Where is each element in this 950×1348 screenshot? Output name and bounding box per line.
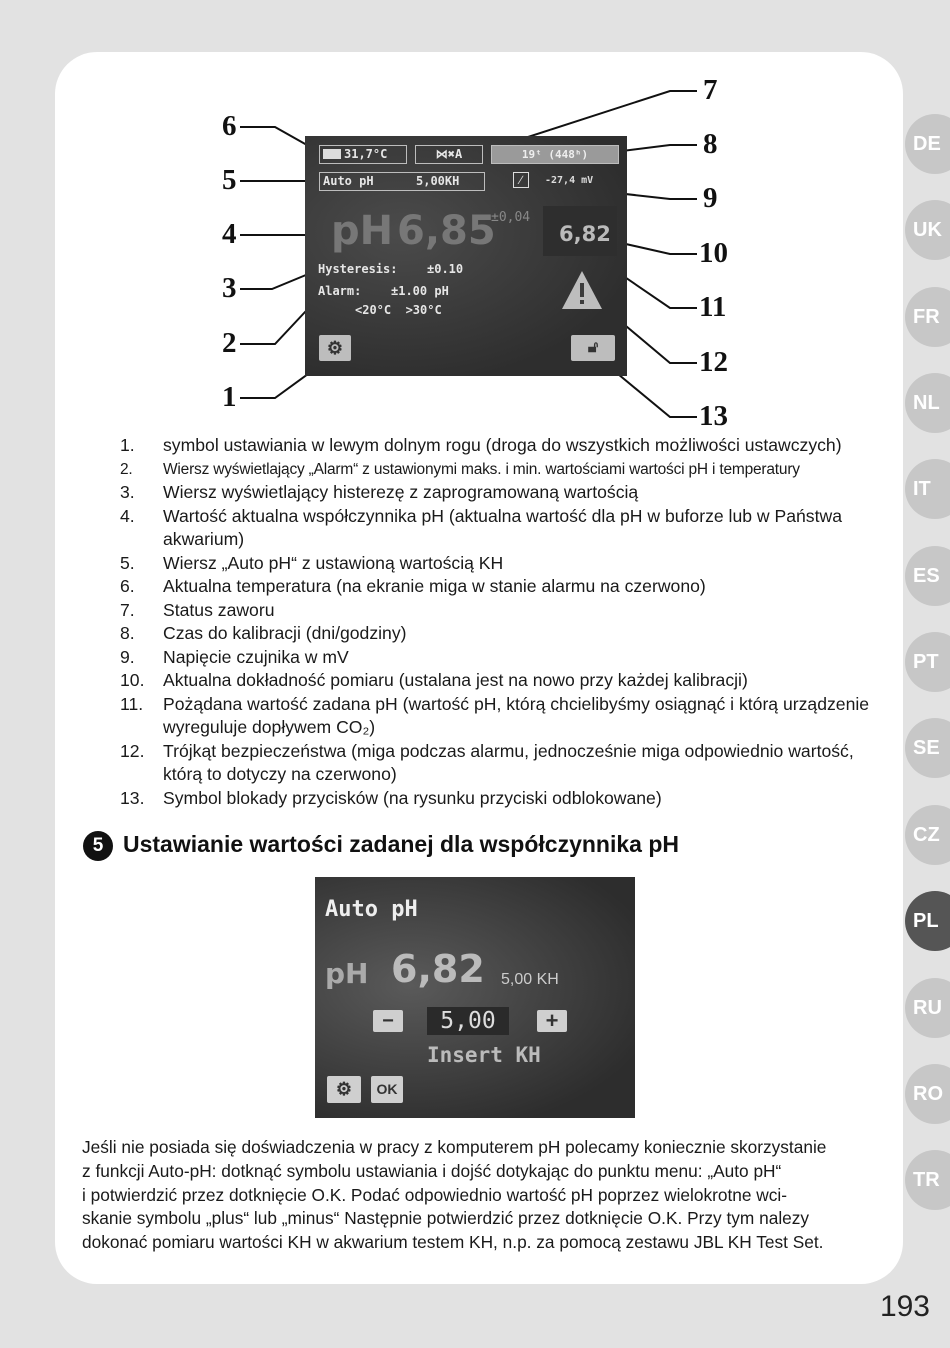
instructions-paragraph [82, 1136, 872, 1255]
alarm-value: ±1.00 pH [391, 284, 449, 298]
callout-5: 5 [222, 164, 237, 196]
calibration-box: 19ᵗ (448ʰ) [491, 145, 619, 164]
callout-9: 9 [703, 182, 718, 214]
tab-it[interactable]: IT [905, 459, 950, 519]
tab-es[interactable]: ES [905, 546, 950, 606]
ph-label: pH [325, 957, 369, 990]
tab-pl[interactable]: PL [905, 891, 950, 951]
auto-ph-label: Auto pH [323, 174, 374, 188]
list-item: 2. Wiersz wyświetlający „Alarm“ z ustawionymi maks. i min. wartościami wartości pH i temperatury [120, 460, 800, 478]
list-item: 6. Aktualna temperatura (na ekranie miga w stanie alarmu na czerwono) [120, 576, 706, 596]
sensor-icon: ∕ [513, 172, 529, 188]
list-item: 11. Pożądana wartość zadana pH (wartość pH, którą chcielibyśmy osiągnąć i którą urządzenie wyreguluje dopływem CO₂) [120, 693, 870, 737]
list-item: 7. Status zaworu [120, 599, 275, 620]
paragraph-line: dokonać pomiaru wartości KH w akwarium testem KH, n.p. za pomocą zestawu JBL KH Test Set. [82, 1232, 824, 1253]
callout-6: 6 [222, 110, 237, 142]
callout-7: 7 [703, 74, 718, 106]
gears-icon: ⚙ [326, 338, 344, 358]
callout-11: 11 [699, 291, 727, 323]
paragraph-line: skanie symbolu „plus“ lub „minus“ Następnie potwierdzić przez dotknięcie O.K. Przy tym nalezy [82, 1208, 810, 1229]
list-item: 12. Trójkąt bezpieczeństwa (miga podczas alarmu, jednocześnie miga odpowiednio wartość, którą to dotyczy na czerwono) [120, 740, 854, 784]
auto-ph-title: Auto pH [325, 897, 418, 922]
tab-tr[interactable]: TR [905, 1150, 950, 1210]
gears-icon: ⚙ [335, 1079, 353, 1099]
lock-button[interactable] [571, 335, 615, 361]
kh-value: 5,00KH [416, 174, 460, 188]
list-item: 5. Wiersz „Auto pH“ z ustawioną wartością KH [120, 552, 504, 573]
accuracy-value: ±0,04 [491, 210, 531, 225]
settings-button[interactable] [319, 335, 351, 361]
callout-1: 1 [222, 381, 237, 413]
ph-label: pH [331, 208, 394, 254]
alarm-label: Alarm: [318, 284, 362, 298]
device-screen-auto-ph [315, 877, 635, 1118]
callout-10: 10 [699, 237, 728, 269]
device-screen-main [305, 136, 627, 376]
insert-kh-label: Insert KH [427, 1043, 541, 1067]
tab-se[interactable]: SE [905, 718, 950, 778]
target-ph-value: 6,82 [559, 222, 611, 246]
paragraph-line: z funkcji Auto-pH: dotknąć symbolu ustawiania i dojść dotykając do punktu menu: „Auto pH“ [82, 1160, 782, 1181]
tab-fr[interactable]: FR [905, 287, 950, 347]
unlocked-padlock-icon: 🔓︎ [587, 339, 599, 356]
minus-button[interactable]: − [373, 1010, 403, 1032]
paragraph-line: i potwierdzić przez dotknięcie O.K. Podać odpowiednio wartość pH poprzez wielokrotne wci- [82, 1184, 788, 1205]
warning-triangle-icon [560, 269, 604, 311]
section-heading [83, 831, 679, 861]
callout-12: 12 [699, 346, 728, 378]
plus-button[interactable]: + [537, 1010, 567, 1032]
list-item: 13. Symbol blokady przycisków (na rysunku przyciski odblokowane) [120, 787, 662, 808]
paragraph-line: Jeśli nie posiada się doświadczenia w pracy z komputerem pH polecamy koniecznie skorzystanie [82, 1137, 827, 1157]
callout-8: 8 [703, 128, 718, 160]
temperature-box [319, 145, 407, 164]
kh-label: 5,00 KH [501, 971, 559, 988]
list-item: 3. Wiersz wyświetlający histerezę z zaprogramowaną wartością [120, 482, 639, 502]
sensor-voltage: -27,4 mV [545, 175, 594, 186]
hysteresis-label: Hysteresis: [318, 262, 398, 276]
valve-status-box: ⋈✖A [415, 145, 483, 164]
thermometer-icon [323, 149, 341, 159]
kh-input[interactable]: 5,00 [427, 1007, 509, 1035]
ph-target-value: 6,82 [391, 947, 485, 991]
callout-2: 2 [222, 327, 237, 359]
section-number: 5 [83, 831, 113, 861]
tab-de[interactable]: DE [905, 114, 950, 174]
tab-uk[interactable]: UK [905, 200, 950, 260]
list-item: 10. Aktualna dokładność pomiaru (ustalana jest na nowo przy każdej kalibracji) [120, 670, 748, 690]
tab-nl[interactable]: NL [905, 373, 950, 433]
tab-ru[interactable]: RU [905, 978, 950, 1038]
tab-ro[interactable]: RO [905, 1064, 950, 1124]
list-item: 9. Napięcie czujnika w mV [120, 646, 349, 667]
hysteresis-value: ±0.10 [427, 262, 464, 276]
alarm-temperature: <20°C >30°C [355, 303, 442, 317]
ok-button[interactable]: OK [371, 1076, 403, 1103]
temperature-value: 31,7°C [344, 147, 388, 161]
section-title-text: Ustawianie wartości zadanej dla współczynnika pH [123, 831, 679, 858]
list-item: 1. symbol ustawiania w lewym dolnym rogu (droga do wszystkich możliwości ustawczych) [120, 435, 842, 455]
list-item: 8. Czas do kalibracji (dni/godziny) [120, 623, 407, 643]
tab-cz[interactable]: CZ [905, 805, 950, 865]
callout-4: 4 [222, 218, 237, 250]
tab-pt[interactable]: PT [905, 632, 950, 692]
ph-current-value: 6,85 [397, 208, 496, 254]
auto-ph-box [319, 172, 485, 191]
legend-list [120, 434, 880, 810]
page-number: 193 [879, 1290, 930, 1323]
callout-3: 3 [222, 272, 237, 304]
callout-13: 13 [699, 400, 728, 432]
list-item: 4. Wartość aktualna współczynnika pH (aktualna wartość dla pH w buforze lub w Państwa akwarium) [120, 505, 842, 549]
settings-button[interactable] [327, 1076, 361, 1103]
